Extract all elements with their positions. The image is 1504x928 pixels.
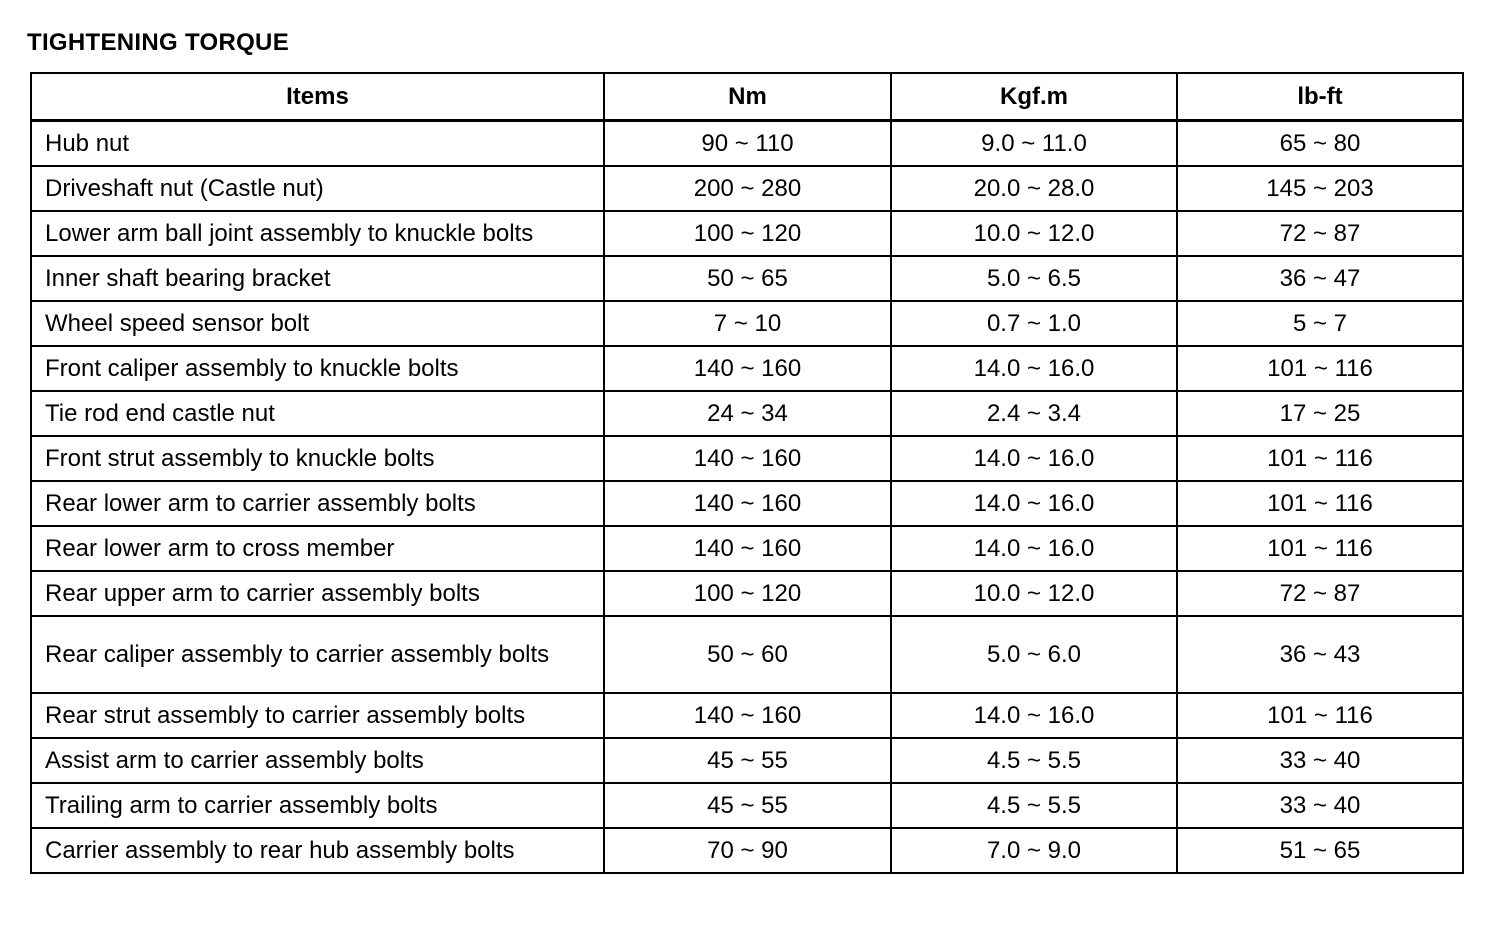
cell-item: Hub nut <box>31 121 604 167</box>
cell-lbft: 101 ~ 116 <box>1177 436 1463 481</box>
table-row <box>31 571 1463 616</box>
cell-lbft: 145 ~ 203 <box>1177 166 1463 211</box>
cell-nm: 200 ~ 280 <box>604 166 891 211</box>
table-row <box>31 256 1463 301</box>
cell-lbft: 33 ~ 40 <box>1177 783 1463 828</box>
cell-nm: 45 ~ 55 <box>604 738 891 783</box>
cell-nm: 24 ~ 34 <box>604 391 891 436</box>
cell-lbft: 36 ~ 43 <box>1177 616 1463 693</box>
cell-kgfm: 5.0 ~ 6.0 <box>891 616 1177 693</box>
cell-item: Lower arm ball joint assembly to knuckle bolts <box>31 211 604 256</box>
cell-lbft: 17 ~ 25 <box>1177 391 1463 436</box>
table-row <box>31 738 1463 783</box>
cell-nm: 50 ~ 65 <box>604 256 891 301</box>
cell-kgfm: 14.0 ~ 16.0 <box>891 481 1177 526</box>
cell-nm: 140 ~ 160 <box>604 346 891 391</box>
page-title: TIGHTENING TORQUE <box>27 29 289 56</box>
cell-lbft: 65 ~ 80 <box>1177 121 1463 167</box>
cell-kgfm: 14.0 ~ 16.0 <box>891 346 1177 391</box>
cell-lbft: 101 ~ 116 <box>1177 693 1463 738</box>
header-items: Items <box>31 73 604 121</box>
cell-kgfm: 4.5 ~ 5.5 <box>891 738 1177 783</box>
cell-item: Trailing arm to carrier assembly bolts <box>31 783 604 828</box>
cell-lbft: 101 ~ 116 <box>1177 481 1463 526</box>
cell-nm: 140 ~ 160 <box>604 481 891 526</box>
cell-nm: 140 ~ 160 <box>604 693 891 738</box>
table-row <box>31 301 1463 346</box>
cell-lbft: 72 ~ 87 <box>1177 211 1463 256</box>
cell-nm: 70 ~ 90 <box>604 828 891 873</box>
cell-kgfm: 2.4 ~ 3.4 <box>891 391 1177 436</box>
table-row <box>31 616 1463 693</box>
header-row <box>31 73 1463 121</box>
cell-lbft: 5 ~ 7 <box>1177 301 1463 346</box>
table-row <box>31 526 1463 571</box>
cell-lbft: 36 ~ 47 <box>1177 256 1463 301</box>
header-lbft: lb-ft <box>1177 73 1463 121</box>
cell-nm: 100 ~ 120 <box>604 571 891 616</box>
cell-lbft: 101 ~ 116 <box>1177 346 1463 391</box>
torque-table <box>30 72 1464 874</box>
cell-item: Wheel speed sensor bolt <box>31 301 604 346</box>
cell-kgfm: 10.0 ~ 12.0 <box>891 571 1177 616</box>
header-nm: Nm <box>604 73 891 121</box>
cell-lbft: 33 ~ 40 <box>1177 738 1463 783</box>
cell-nm: 90 ~ 110 <box>604 121 891 167</box>
cell-item: Rear upper arm to carrier assembly bolts <box>31 571 604 616</box>
cell-item: Inner shaft bearing bracket <box>31 256 604 301</box>
cell-kgfm: 0.7 ~ 1.0 <box>891 301 1177 346</box>
cell-kgfm: 14.0 ~ 16.0 <box>891 693 1177 738</box>
cell-lbft: 72 ~ 87 <box>1177 571 1463 616</box>
cell-lbft: 101 ~ 116 <box>1177 526 1463 571</box>
cell-kgfm: 14.0 ~ 16.0 <box>891 436 1177 481</box>
cell-item: Rear caliper assembly to carrier assembly bolts <box>31 616 604 693</box>
cell-nm: 100 ~ 120 <box>604 211 891 256</box>
table-row <box>31 783 1463 828</box>
cell-nm: 140 ~ 160 <box>604 436 891 481</box>
cell-nm: 45 ~ 55 <box>604 783 891 828</box>
cell-item: Carrier assembly to rear hub assembly bolts <box>31 828 604 873</box>
table-row <box>31 481 1463 526</box>
cell-item: Tie rod end castle nut <box>31 391 604 436</box>
table-row <box>31 121 1463 167</box>
cell-nm: 50 ~ 60 <box>604 616 891 693</box>
table-row <box>31 346 1463 391</box>
header-kgfm: Kgf.m <box>891 73 1177 121</box>
cell-nm: 7 ~ 10 <box>604 301 891 346</box>
cell-item: Rear lower arm to carrier assembly bolts <box>31 481 604 526</box>
cell-lbft: 51 ~ 65 <box>1177 828 1463 873</box>
cell-item: Assist arm to carrier assembly bolts <box>31 738 604 783</box>
cell-kgfm: 7.0 ~ 9.0 <box>891 828 1177 873</box>
table-row <box>31 211 1463 256</box>
cell-kgfm: 10.0 ~ 12.0 <box>891 211 1177 256</box>
cell-item: Rear strut assembly to carrier assembly bolts <box>31 693 604 738</box>
table-row <box>31 693 1463 738</box>
table-row <box>31 828 1463 873</box>
cell-item: Driveshaft nut (Castle nut) <box>31 166 604 211</box>
table-row <box>31 391 1463 436</box>
cell-item: Front caliper assembly to knuckle bolts <box>31 346 604 391</box>
cell-kgfm: 9.0 ~ 11.0 <box>891 121 1177 167</box>
cell-kgfm: 20.0 ~ 28.0 <box>891 166 1177 211</box>
cell-kgfm: 14.0 ~ 16.0 <box>891 526 1177 571</box>
cell-nm: 140 ~ 160 <box>604 526 891 571</box>
table-row <box>31 436 1463 481</box>
table-row <box>31 166 1463 211</box>
cell-kgfm: 5.0 ~ 6.5 <box>891 256 1177 301</box>
cell-item: Rear lower arm to cross member <box>31 526 604 571</box>
cell-item: Front strut assembly to knuckle bolts <box>31 436 604 481</box>
cell-kgfm: 4.5 ~ 5.5 <box>891 783 1177 828</box>
